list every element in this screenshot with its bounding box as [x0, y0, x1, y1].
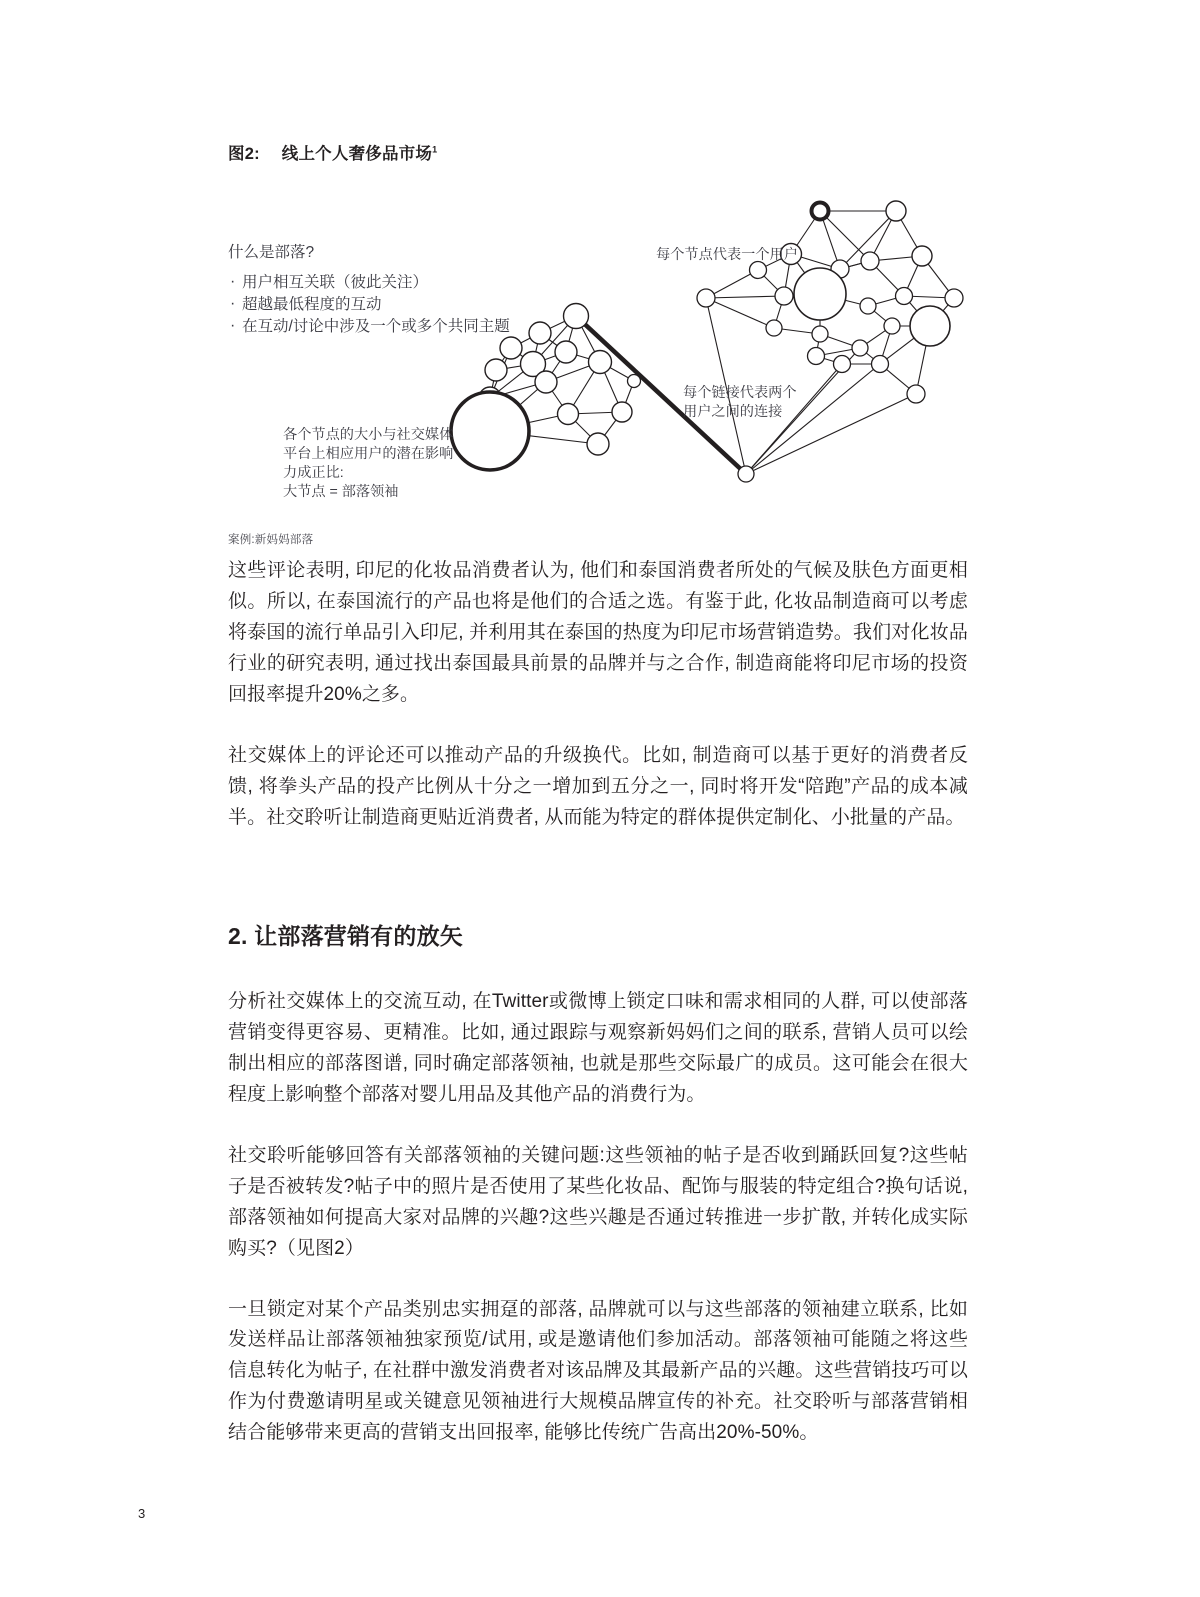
- network-node-tribe-leader: [910, 306, 950, 346]
- node-size-legend-line: 力成正比:: [283, 465, 344, 482]
- callout-node-represents-user: 每个节点代表一个用户: [656, 247, 798, 263]
- network-node: [628, 375, 641, 388]
- network-node-tribe-leader: [794, 268, 846, 320]
- tribe-bullet-item: · 在互动/讨论中涉及一个或多个共同主题: [228, 316, 510, 338]
- node-size-legend: [283, 426, 453, 502]
- page-number: 3: [138, 1506, 146, 1521]
- paragraph-5: 一旦锁定对某个产品类别忠实拥趸的部落, 品牌就可以与这些部落的领袖建立联系, 比如发送样品让部落领袖独家预览/试用, 或是邀请他们参加活动。部落领袖可能随之将这些信息转化为帖子, 在社群中激发消费者对该品牌及其最新产品的兴趣。这些营销技巧可以作为付费邀请明星或关键意见领袖进行大规模品牌宣传的补充。社交聆听与部落营销相结合能够带来更高的营销支出回报率, 能够比传统广告高出20%-50%。: [228, 1298, 968, 1444]
- network-node: [896, 288, 913, 305]
- network-node: [564, 304, 589, 329]
- network-node: [945, 289, 963, 307]
- figure-2-block: [228, 140, 968, 546]
- tribe-definition-question: 什么是部落?: [228, 244, 315, 261]
- paragraph-4: 社交聆听能够回答有关部落领袖的关键问题:这些领袖的帖子是否收到踊跃回复?这些帖子是否被转发?帖子中的照片是否使用了某些化妆品、配饰与服装的特定组合?换句话说, 部落领袖如何提高大家对品牌的兴趣?这些兴趣是否通过转推进一步扩散, 并转化成实际购买?（见图2）: [228, 1144, 968, 1259]
- callout-link-line: 用户之间的连接: [683, 403, 783, 420]
- paragraph-1: 这些评论表明, 印尼的化妆品消费者认为, 他们和泰国消费者所处的气候及肤色方面更相似。所以, 在泰国流行的产品也将是他们的合适之选。有鉴于此, 化妆品制造商可以考虑将泰国的流行单品引入印尼, 并利用其在泰国的热度为印尼市场营销造势。我们对化妆品行业的研究表明, 通过找出泰国最具前景的品牌并与之合作, 制造商能将印尼市场的投资回报率提升20%之多。: [228, 560, 968, 705]
- network-node-tribe-leader: [451, 392, 529, 470]
- network-node: [912, 246, 932, 266]
- node-size-legend-line: 大节点 = 部落领袖: [283, 484, 399, 501]
- tribe-definition-bullets: [228, 272, 510, 338]
- tribe-bullet-item: · 超越最低程度的互动: [228, 294, 510, 316]
- network-node: [738, 466, 754, 482]
- network-node: [872, 356, 889, 373]
- node-size-legend-line: 平台上相应用户的潜在影响: [283, 446, 454, 463]
- network-node: [886, 201, 906, 221]
- network-node: [697, 289, 715, 307]
- network-node: [558, 404, 579, 425]
- network-node: [485, 359, 507, 381]
- network-node: [750, 262, 767, 279]
- network-node: [860, 298, 876, 314]
- figure-title-footnote-marker: 1: [432, 144, 438, 155]
- paragraph-2: 社交媒体上的评论还可以推动产品的升级换代。比如, 制造商可以基于更好的消费者反馈, 将拳头产品的投产比例从十分之一增加到五分之一, 同时将开发“陪跑”产品的成本减半。社交聆听让制造商更贴近消费者, 从而能为特定的群体提供定制化、小批量的产品。: [228, 744, 968, 828]
- node-size-legend-line: 各个节点的大小与社交媒体: [283, 427, 454, 443]
- figure-body: [228, 186, 968, 546]
- network-node: [535, 371, 557, 393]
- network-node: [500, 337, 522, 359]
- network-node: [555, 341, 577, 363]
- network-node: [907, 385, 925, 403]
- section-heading-2: 2. 让部落营销有的放矢: [228, 922, 463, 949]
- network-node: [861, 252, 879, 270]
- network-node: [587, 433, 609, 455]
- network-node: [808, 348, 825, 365]
- network-node: [812, 326, 828, 342]
- network-node-highlighted: [812, 203, 829, 220]
- figure-title-text: 线上个人奢侈品市场: [281, 145, 433, 163]
- figure-title: [228, 140, 968, 164]
- network-node: [612, 402, 632, 422]
- network-node: [775, 287, 793, 305]
- callout-link-line: 每个链接代表两个: [683, 385, 797, 401]
- callout-link-represents-connection: [683, 384, 797, 421]
- paragraph-3: 分析社交媒体上的交流互动, 在Twitter或微博上锁定口味和需求相同的人群, 可以使部落营销变得更容易、更精准。比如, 通过跟踪与观察新妈妈们之间的联系, 营销人员可以绘制出相应的部落图谱, 同时确定部落领袖, 也就是那些交际最广的成员。这可能会在很大程度上影响整个部落对婴儿用品及其他产品的消费行为。: [228, 990, 968, 1105]
- body-content: [228, 556, 968, 1449]
- figure-label: 图2:: [228, 145, 260, 163]
- network-node: [834, 356, 851, 373]
- network-node: [766, 320, 782, 336]
- network-node: [884, 318, 900, 334]
- network-node: [852, 340, 868, 356]
- tribe-bullet-item: · 用户相互关联（彼此关注）: [228, 272, 510, 294]
- network-node: [529, 322, 551, 344]
- network-node: [589, 351, 612, 374]
- figure-case-note: 案例:新妈妈部落: [228, 534, 314, 546]
